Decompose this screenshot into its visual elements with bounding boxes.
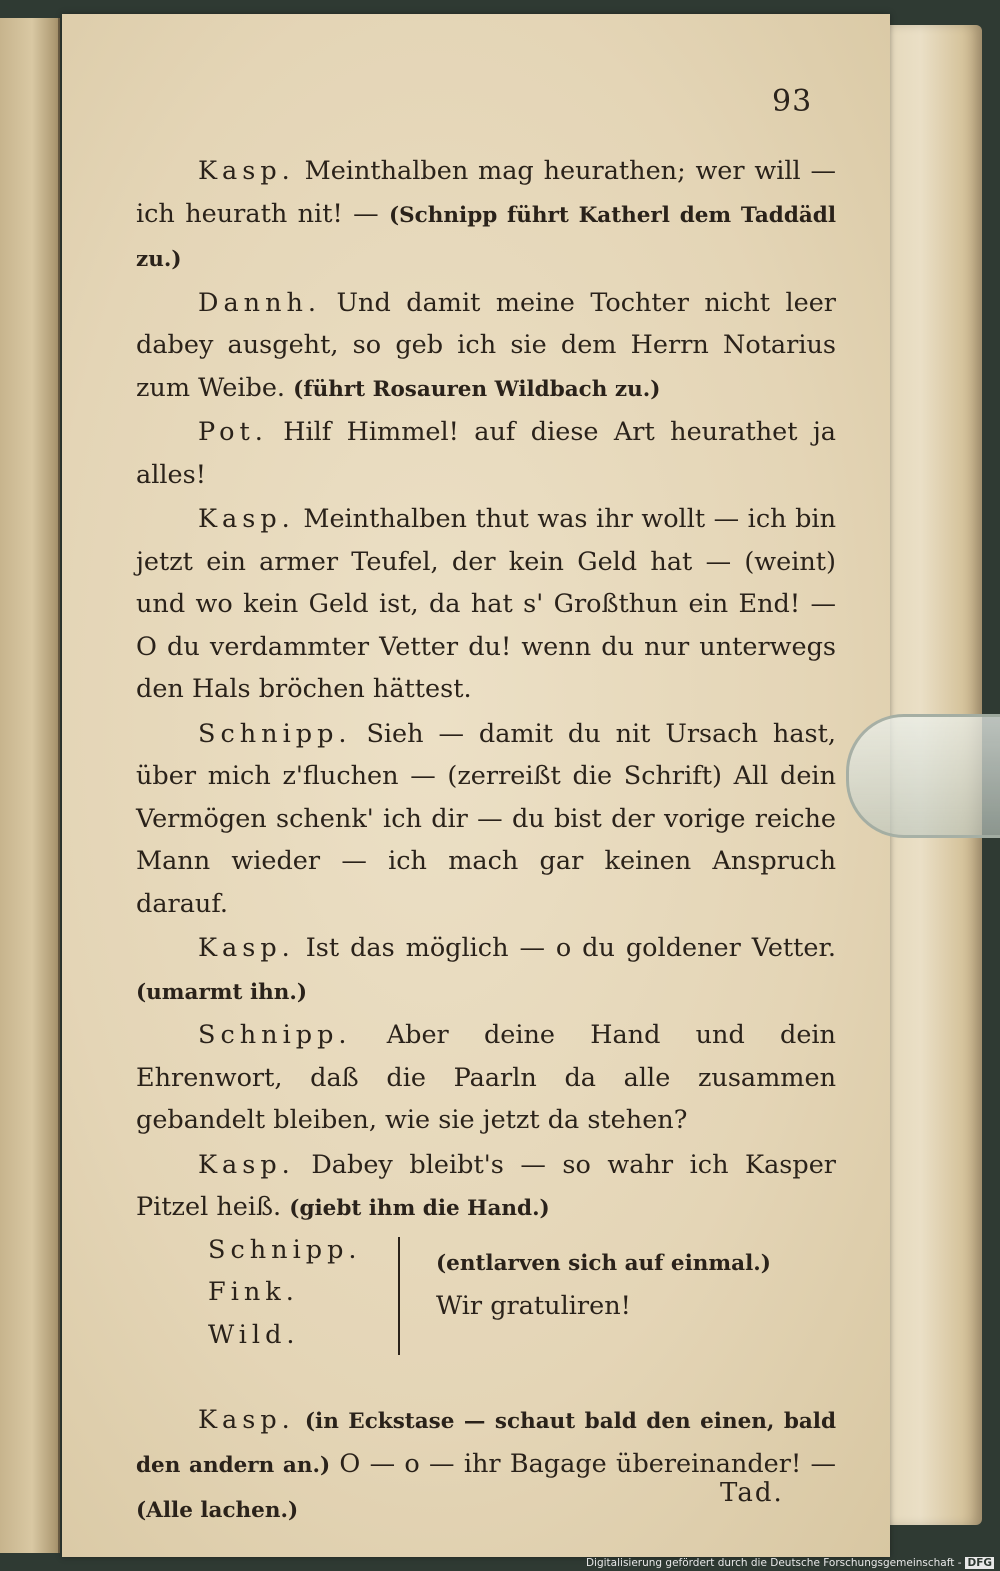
dfg-logo: DFG: [967, 1557, 992, 1569]
speech-paragraph: [136, 498, 836, 713]
speaker-name: Kasp.: [198, 933, 295, 963]
footer-text: Digitalisierung gefördert durch die Deutsche Forschungsgemeinschaft -: [585, 1557, 962, 1569]
speech-text: Und damit meine Tochter nicht leer dabey ausgeht, so geb ich sie dem Herrn Notarius zum Weibe.: [136, 287, 836, 403]
speech-paragraph: [136, 411, 836, 498]
speech-text: Dabey bleibt's — so wahr ich Kasper Pitzel heiß.: [136, 1149, 836, 1222]
speech-paragraph: [136, 282, 836, 412]
stage-direction: (führt Rosauren Wildbach zu.): [293, 376, 661, 402]
speaker-name: Dannh.: [198, 287, 322, 318]
stage-direction: (giebt ihm die Hand.): [289, 1196, 550, 1221]
speaker-name: Kasp.: [198, 156, 295, 186]
speaker-name: Kasp.: [198, 1404, 295, 1435]
speech-text: Meinthalben thut was ihr wollt — ich bin jetzt ein armer Teufel, der kein Geld hat — (weint) und wo kein Geld ist, da hat s' Großthun ein End! — O du verdammter Vetter du! wenn du nur unterwegs den Hals bröchen hättest.: [136, 504, 836, 704]
stage-direction: (entlarven sich auf einmal.): [436, 1250, 771, 1276]
stage-direction: (Alle lachen.): [136, 1497, 299, 1523]
facing-page-edge: [0, 18, 60, 1553]
speech-paragraph: [136, 1399, 836, 1533]
catchword: Tad.: [720, 1478, 784, 1508]
speech-paragraph: [136, 1014, 836, 1144]
speech-paragraph: [136, 150, 836, 282]
speech-text: Ist das möglich — o du goldener Vetter.: [305, 933, 836, 963]
speech-paragraph: [136, 713, 836, 928]
chorus-block: [136, 1229, 836, 1399]
speaker-name: Schnipp.: [198, 718, 352, 749]
page-number: 93: [772, 84, 813, 119]
page-clip: [846, 714, 1000, 838]
speaker-name: Kasp.: [198, 504, 295, 534]
speaker-name: Schnipp.: [198, 1020, 352, 1050]
curly-brace: [398, 1237, 410, 1355]
chorus-text: [436, 1243, 836, 1328]
speech-text: Aber deine Hand und dein Ehrenwort, daß die Paarln da alle zusammen gebandelt bleiben, wie sie jetzt da stehen?: [136, 1020, 836, 1135]
chorus-speaker: Schnipp.: [208, 1234, 362, 1265]
chorus-line: Wir gratuliren!: [436, 1291, 631, 1321]
speech-text: Meinthalben mag heurathen; wer will — ich heurath nit! —: [136, 156, 836, 229]
speech-text: Sieh — damit du nit Ursach hast, über mich z'fluchen — (zerreißt die Schrift) All dein Vermögen schenk' ich dir — du bist der vorige reiche Mann wieder — ich mach gar keinen Anspruch darauf.: [136, 718, 836, 919]
speaker-name: Pot.: [198, 417, 268, 447]
chorus-speaker: Fink.: [208, 1277, 299, 1307]
speech-text: O — o — ihr Bagage übereinander! —: [339, 1449, 836, 1479]
speaker-name: Kasp.: [198, 1149, 295, 1180]
stage-direction: (Schnipp führt Katherl dem Taddädl zu.): [136, 202, 836, 272]
digitization-footer: [586, 1557, 994, 1569]
chorus-speaker: Wild.: [208, 1319, 300, 1350]
speech-paragraph: [136, 1144, 836, 1231]
speech-paragraph: [136, 927, 836, 1014]
page-text: [136, 150, 836, 1532]
stage-direction: (umarmt ihn.): [136, 979, 308, 1005]
speech-text: Hilf Himmel! auf diese Art heurathet ja alles!: [136, 417, 836, 490]
chorus-speakers: [208, 1229, 388, 1357]
stage-direction: (in Eckstase — schaut bald den einen, bald den andern an.): [136, 1408, 836, 1478]
